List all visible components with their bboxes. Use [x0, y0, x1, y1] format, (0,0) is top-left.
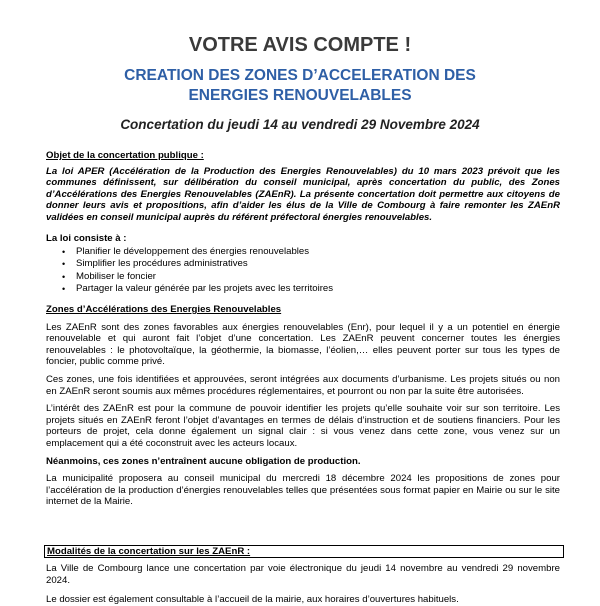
bullet-icon: • [62, 283, 66, 294]
subtitle-line-1: CREATION DES ZONES D’ACCELERATION DES [124, 67, 476, 84]
bullet-text: Simplifier les procédures administratives [76, 258, 248, 270]
document-body [46, 150, 560, 508]
list-item [62, 271, 560, 283]
modalites-heading-box [44, 545, 564, 558]
zones-paragraph-5: La municipalité proposera au conseil municipal du mercredi 18 décembre 2024 les propositions de zones pour l’accélération de la production d’énergies renouvelables telles que présentées sous format papier en Mairie ou sur le site internet de la Mairie. [46, 473, 560, 508]
subtitle-line-2: ENERGIES RENOUVELABLES [188, 87, 412, 104]
bullet-text: Planifier le développement des énergies renouvelables [76, 246, 310, 258]
concertation-dates: Concertation du jeudi 14 au vendredi 29 Novembre 2024 [120, 117, 480, 132]
bullet-icon: • [62, 271, 66, 282]
zones-paragraph-3: L’intérêt des ZAEnR est pour la commune de pouvoir identifier les projets qu’elle souhaite voir sur son territoire. Les projets situés en ZAEnR feront l’objet d’avantages en termes de délais d’instruction et de soutiens financiers. Pour les porteurs de projet, cela donne également un signal clair : si vous venez dans cette zone, vous venez sur un emplacement qui a été coconstruit avec les acteurs locaux. [46, 403, 560, 449]
list-item [62, 246, 560, 258]
zones-paragraph-2: Ces zones, une fois identifiées et approuvées, seront intégrées aux documents d’urbanisme. Les projets situés ou non en ZAEnR seront soumis aux mêmes procédures réglementaires, et pourront ou non par la suite être autorisées. [46, 373, 560, 397]
modalites-paragraph-2: Le dossier est également consultable à l’accueil de la mairie, aux horaires d’ouvertures habituels. [46, 594, 459, 606]
modalites-heading: Modalités de la concertation sur les ZAEnR : [47, 546, 251, 557]
page-title: VOTRE AVIS COMPTE ! [188, 34, 412, 56]
bullet-text: Partager la valeur générée par les projets avec les territoires [76, 282, 334, 294]
objet-intro-paragraph: La loi APER (Accélération de la Production des Energies Renouvelables) du 10 mars 2023 prévoit que les communes définissent, sur délibération du conseil municipal, après concertation du public, des Zones d’Accélérations des Energies Renouvelables (ZAEnR). La présente concertation doit permettre aux citoyens de donner leurs avis et propositions, afin d’aider les élus de la Ville de Combourg à faire remonter les ZAEnR validées en conseil municipal auprès du référent préfectoral énergies renouvelables. [46, 165, 560, 223]
modalites-body [46, 563, 560, 606]
zones-paragraph-1: Les ZAEnR sont des zones favorables aux énergies renouvelables (Enr), pour lequel il y a un potentiel en énergie renouvelable et qui auront fait l’objet d’une concertation. Les ZAEnR peuvent concerner toutes les énergies renouvelables : le photovoltaïque, la géothermie, la biomasse, l’éolien,… elles peuvent porter sur tous les types de foncier, public comme privé. [46, 321, 560, 368]
modalites-paragraph-1: La Ville de Combourg lance une concertation par voie électronique du jeudi 14 novembre au vendredi 29 novembre 2024. [46, 563, 560, 586]
objet-heading: Objet de la concertation publique : [46, 150, 204, 161]
list-item [62, 258, 560, 270]
loi-bullet-list [46, 246, 560, 295]
bullet-icon: • [62, 259, 66, 270]
bullet-icon: • [62, 247, 66, 258]
loi-heading: La loi consiste à : [46, 232, 127, 244]
zones-heading: Zones d’Accélérations des Energies Renouvelables [46, 303, 282, 315]
page-subtitle [0, 66, 600, 106]
list-item [62, 283, 560, 295]
zones-obligation-note: Néanmoins, ces zones n’entraînent aucune obligation de production. [46, 455, 361, 467]
bullet-text: Mobiliser le foncier [76, 270, 156, 282]
